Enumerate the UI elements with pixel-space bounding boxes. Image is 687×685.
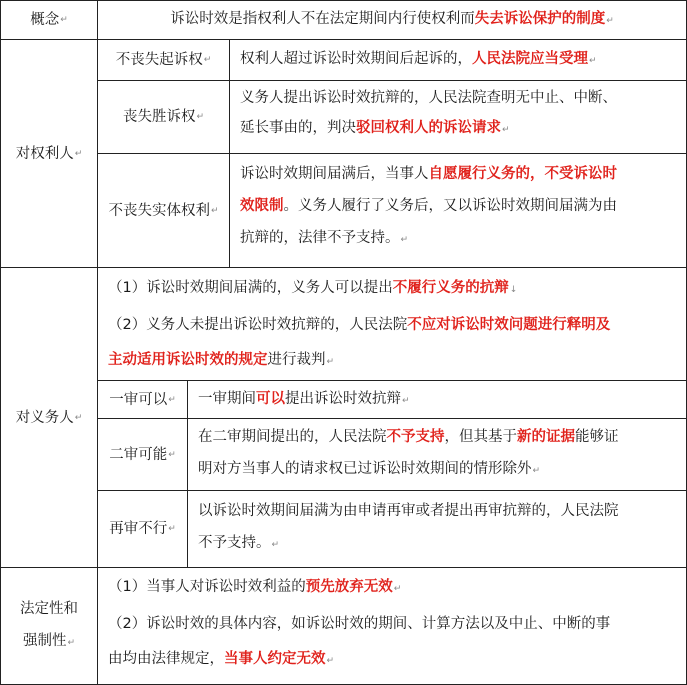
obligor-row-content-first-instance: 一审期间可以提出诉讼时效抗辩↵	[198, 391, 410, 407]
obligee-section-label: 对权利人 ↵	[15, 145, 83, 162]
obligee-row-label-winning-right: 丧失胜诉权 ↵	[122, 109, 205, 125]
obligor-row-label-retrial: 再审不行 ↵	[109, 521, 176, 537]
obligor-row-content-second-instance	[188, 421, 686, 488]
concept-content: 诉讼时效是指权利人不在法定期间内行使权利而失去诉讼保护的制度↵	[170, 11, 614, 27]
obligor-section-label: 对义务人 ↵	[15, 409, 83, 426]
content-line: 效限制。义务人履行了义务后，又以诉讼时效期间届满为由	[240, 198, 617, 214]
section-divider	[0, 567, 687, 568]
content-line: 在二审期间提出的，人民法院不予支持，但其基于新的证据能够证	[198, 429, 619, 445]
content-line: 义务人提出诉讼时效抗辩的，人民法院查明无中止、中断、	[240, 90, 617, 106]
legal-section-label	[1, 568, 97, 684]
obligee-row-content-winning-right	[230, 83, 686, 151]
concept-label: 概念 ↵	[30, 12, 68, 28]
label-line: 强制性↵	[22, 633, 76, 649]
obligee-row-label-litigation-right: 不丧失起诉权 ↵	[115, 52, 212, 68]
obligor-row-content-retrial	[188, 495, 686, 563]
obligee-row-content-substantive-right	[230, 158, 686, 263]
obligor-row-label-second-instance: 二审可能 ↵	[109, 446, 176, 463]
label-line: 法定性和	[20, 601, 78, 617]
content-line: 不予支持。↵	[198, 535, 280, 551]
obligee-row-content-litigation-right: 权利人超过诉讼时效期间后起诉的，人民法院应当受理↵	[240, 51, 597, 67]
content-line: （1）当事人对诉讼时效利益的预先放弃无效↵	[108, 579, 402, 595]
content-line: 延长事由的，判决驳回权利人的诉讼请求↵	[240, 120, 510, 136]
section-divider	[0, 267, 687, 268]
content-line: （2）义务人未提出诉讼时效抗辩的，人民法院不应对诉讼时效问题进行释明及	[108, 317, 611, 333]
content-line: （2）诉讼时效的具体内容，如诉讼时效的期间、计算方法以及中止、中断的事	[108, 616, 611, 632]
obligee-row-label-substantive-right: 不丧失实体权利 ↵	[108, 202, 219, 219]
content-line: 以诉讼时效期间届满为由申请再审或者提出再审抗辩的，人民法院	[198, 503, 619, 519]
content-line: 抗辩的，法律不予支持。↵	[240, 230, 409, 246]
obligor-row-label-first-instance: 一审可以 ↵	[109, 391, 176, 408]
content-line: 由均由法律规定，当事人约定无效↵	[108, 651, 335, 667]
obligor-general-content	[98, 271, 686, 377]
content-line: 明对方当事人的请求权已过诉讼时效期间的情形除外↵	[198, 461, 541, 477]
content-line: 主动适用诉讼时效的规定进行裁判↵	[108, 352, 335, 368]
legal-section-content	[98, 570, 686, 682]
content-line: （1）诉讼时效期间届满的，义务人可以提出不履行义务的抗辩↓	[108, 280, 518, 296]
content-line: 诉讼时效期间届满后，当事人自愿履行义务的，不受诉讼时	[240, 166, 617, 182]
